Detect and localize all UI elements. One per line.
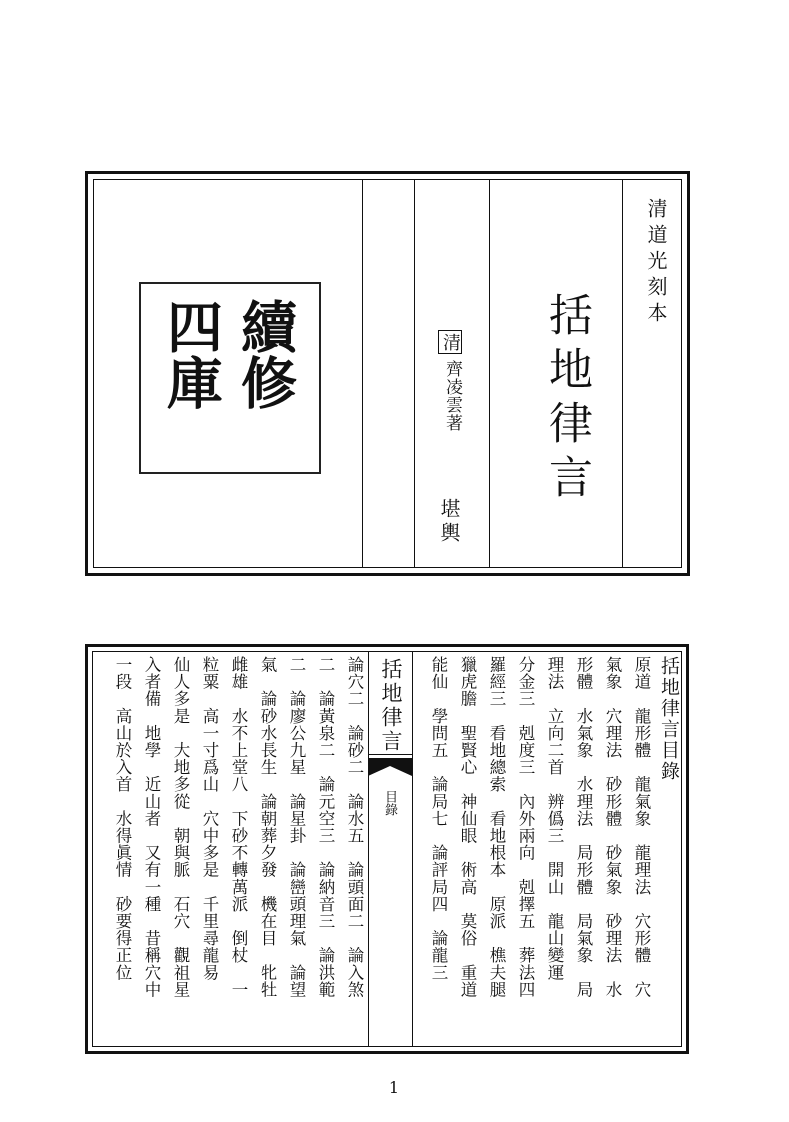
book-title: 括地律言 bbox=[541, 292, 592, 508]
center-fold-label: 目錄 bbox=[382, 790, 397, 816]
title-page-inner-frame bbox=[93, 179, 682, 568]
toc-line: 二 論廖公九星 論星卦 論巒頭理氣 論望 bbox=[287, 656, 306, 998]
toc-line: 氣 論砂水長生 論朝葬夕發 機在目 牝牡 bbox=[258, 656, 277, 998]
divider bbox=[414, 180, 415, 567]
seal-text: 續修 bbox=[232, 298, 298, 410]
page-number: 1 bbox=[388, 1078, 400, 1097]
fish-tail-mark-icon bbox=[368, 758, 412, 780]
divider bbox=[489, 180, 490, 567]
toc-line: 能仙 學問五 論局七 論評局四 論龍三 bbox=[429, 656, 448, 981]
collection-seal bbox=[139, 282, 321, 474]
toc-line: 羅經三 看地總索 看地根本 原派 樵夫腿 bbox=[487, 656, 506, 998]
toc-line: 仙人多是 大地多從 朝與脈 石穴 觀祖星 bbox=[171, 656, 190, 998]
toc-line: 粒粟 高一寸爲山 穴中多是 千里尋龍易 bbox=[200, 656, 219, 981]
title-page bbox=[85, 171, 690, 576]
toc-heading: 括地律言目錄 bbox=[658, 656, 680, 782]
divider bbox=[622, 180, 623, 567]
fold-line bbox=[368, 652, 369, 1046]
toc-line: 一段 高山於入首 水得眞情 砂要得正位 bbox=[113, 656, 132, 998]
toc-line: 獵虎膽 聖賢心 神仙眼 術高 莫俗 重道 bbox=[458, 656, 477, 998]
author-name: 齊凌雲著 bbox=[442, 360, 462, 432]
seal-text: 四庫 bbox=[158, 298, 224, 410]
toc-line: 雌雄 水不上堂八 下砂不轉萬派 倒杖 一 bbox=[229, 656, 248, 998]
author-dynasty: 清 bbox=[438, 330, 462, 354]
toc-line: 理法 立向二首 辨僞三 開山 龍山變運 bbox=[545, 656, 564, 981]
category-label: 堪輿 bbox=[437, 498, 461, 546]
divider bbox=[362, 180, 363, 567]
toc-line: 二 論黃泉二 論元空三 論納音三 論洪範 bbox=[316, 656, 335, 998]
toc-line: 形體 水氣象 水理法 局形體 局氣象 局 bbox=[574, 656, 593, 998]
toc-line: 入者備 地學 近山者 又有一種 昔稱穴中 bbox=[142, 656, 161, 998]
edition-note: 清道光刻本 bbox=[644, 198, 668, 328]
toc-line: 分金三 剋度三 內外兩向 剋擇五 葬法四 bbox=[516, 656, 535, 998]
toc-page bbox=[85, 644, 689, 1054]
toc-line: 論穴二 論砂二 論水五 論頭面二 論入煞 bbox=[345, 656, 364, 998]
toc-line: 原道 龍形體 龍氣象 龍理法 穴形體 穴 bbox=[632, 656, 651, 998]
toc-page-inner-frame bbox=[92, 651, 682, 1047]
fold-line bbox=[412, 652, 413, 1046]
fold-rule bbox=[368, 754, 412, 755]
toc-line: 氣象 穴理法 砂形體 砂氣象 砂理法 水 bbox=[603, 656, 622, 998]
center-fold-title: 括地律言 bbox=[379, 658, 403, 754]
